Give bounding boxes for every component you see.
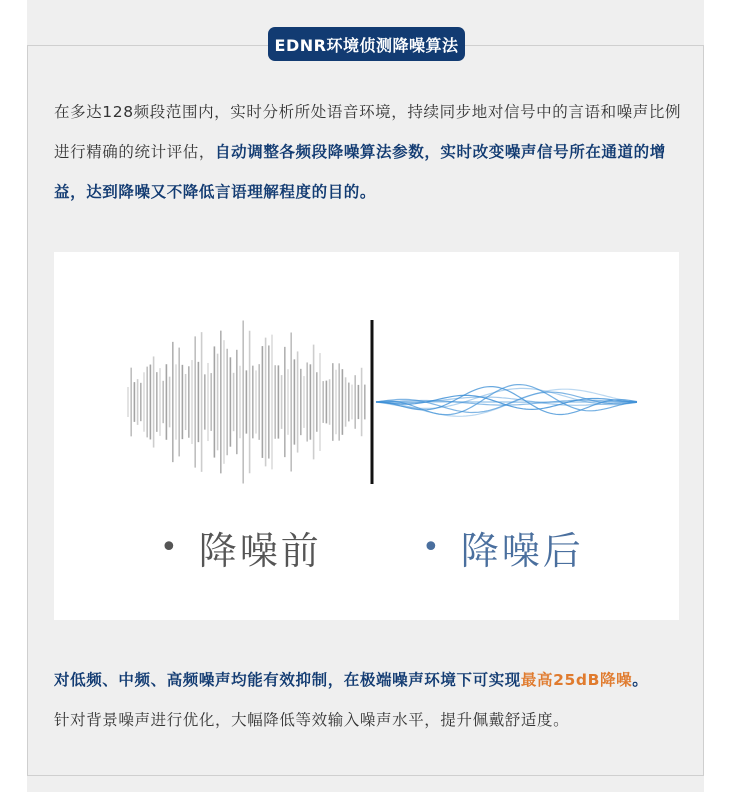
section-title-badge: EDNR环境侦测降噪算法 — [268, 27, 465, 61]
intro-paragraph — [54, 92, 684, 212]
before-bullet: • — [160, 530, 181, 565]
before-waveform — [128, 321, 365, 484]
before-label-text: 降噪前 — [198, 529, 322, 573]
after-bullet: • — [422, 530, 443, 565]
summary-paragraph — [54, 660, 684, 700]
summary-highlight: 对低频、中频、高频噪声均能有效抑制，在极端噪声环境下可实现 — [54, 671, 521, 689]
before-label — [160, 520, 322, 575]
detail-paragraph: 针对背景噪声进行优化，大幅降低等效输入噪声水平，提升佩戴舒适度。 — [54, 711, 570, 729]
after-waveform — [376, 385, 637, 417]
summary-tail: 。 — [632, 671, 649, 689]
intro-text: 在多达128频段范围内，实时分析所处语音环境，持续同步地对信号中的言语和噪声比例进行精确的统计评估， — [54, 103, 682, 161]
summary-accent: 最高25dB降噪 — [520, 671, 633, 689]
after-label — [422, 520, 584, 575]
after-label-text: 降噪后 — [460, 529, 584, 573]
noise-reduction-figure — [54, 252, 679, 620]
waveform-illustration — [54, 252, 679, 620]
intro-highlight: 自动调整各频段降噪算法参数，实时改变噪声信号所在通道的增益，达到降噪又不降低言语理解程度的目的。 — [54, 143, 666, 201]
